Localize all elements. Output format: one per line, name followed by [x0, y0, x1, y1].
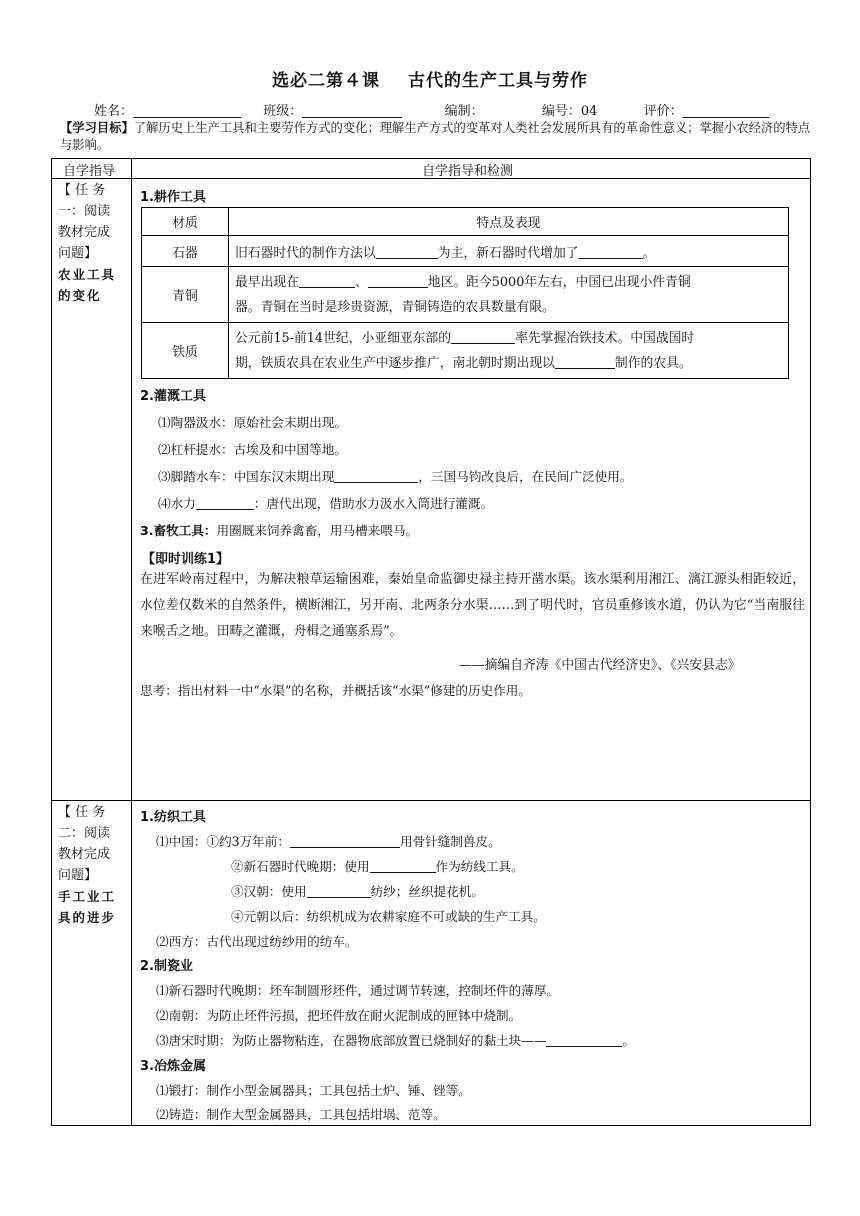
section-textile-tools: 1.纺织工具	[140, 810, 206, 825]
section-farming-tools: 1.耕作工具	[140, 190, 206, 205]
answer-blank[interactable]	[451, 330, 515, 344]
practice-question: 思考：指出材料一中“水渠”的名称，并概括该“水渠”修建的历史作用。	[140, 683, 531, 698]
answer-blank[interactable]	[546, 1033, 622, 1047]
answer-blank[interactable]	[299, 274, 355, 288]
table-row: 石器 旧石器时代的制作方法以 为主，新石器时代增加了 。	[142, 236, 789, 267]
practice-source: ——摘编自齐涛《中国古代经济史》、《兴安县志》	[459, 658, 741, 673]
column-divider	[131, 158, 132, 1126]
task1-side-label: 【 任 务 一：阅读 教材完成 问题】 农业工具 的变化	[58, 183, 117, 303]
answer-blank[interactable]	[334, 469, 418, 483]
column-header-check: 自学指导和检测	[422, 164, 514, 179]
evaluation-label: 评价：	[643, 104, 683, 119]
answer-blank[interactable]	[579, 245, 643, 259]
task2-side-label: 【 任 务 二：阅读 教材完成 问题】 手工业工 具的进步	[58, 805, 117, 925]
class-label: 班级：	[263, 104, 303, 119]
class-field[interactable]	[302, 103, 402, 118]
table-row: 青铜 最早出现在 、 地区。距今5000年左右，中国已出现小件青铜 器。青铜在当时是珍贵资源，青铜铸造的农具数量有限。	[142, 267, 789, 323]
column-header-guide: 自学指导	[63, 164, 116, 179]
textile-item: ⑵西方：古代出现过纺纱用的纺车。	[156, 934, 358, 949]
section-irrigation-tools: 2.灌溉工具	[140, 389, 206, 404]
answer-blank[interactable]	[555, 355, 615, 369]
student-info-row	[94, 100, 769, 119]
smelting-item: ⑵铸造：制作大型金属器具，工具包括坩埚、范等。	[156, 1107, 446, 1122]
textile-item: ④元朝以后：纺织机成为农耕家庭不可或缺的生产工具。	[231, 909, 546, 924]
table-header-row: 材质 特点及表现	[142, 208, 789, 236]
task-divider	[51, 800, 811, 801]
section-livestock-tools: 3.畜牧工具：用圈厩来饲养禽畜，用马槽来喂马。	[140, 523, 419, 538]
textile-item: ③汉朝：使用 纺纱；丝织提花机。	[231, 884, 484, 899]
irrigation-item: ⑷水力 ：唐代出现，借助水力汲水入筒进行灌溉。	[158, 496, 494, 511]
porcelain-item: ⑶唐宋时期：为防止器物粘连，在器物底部放置已烧制好的黏土块—— 。	[156, 1033, 635, 1048]
smelting-item: ⑴锻打：制作小型金属器具；工具包括土炉、锤、锉等。	[156, 1083, 471, 1098]
answer-blank[interactable]	[290, 834, 400, 848]
answer-blank[interactable]	[307, 884, 371, 898]
farming-tools-table	[141, 207, 789, 379]
porcelain-item: ⑴新石器时代晚期：坯车制圆形坯件，通过调节转速，控制坯件的薄厚。	[156, 983, 559, 998]
practice-material: 在进军岭南过程中，为解决粮草运输困难，秦始皇命监御史禄主持开凿水渠。该水渠利用湘江、漓江源头相距较近，水位差仅数米的自然条件，横断湘江，另开南、北两条分水渠……到了明代时，官员重修该水道，仍认为它“当南服往来喉舌之地。田畴之灌溉，舟楫之通塞系焉”。	[140, 572, 805, 639]
compiler-label: 编制：	[444, 104, 484, 119]
textile-item: ②新石器时代晚期：使用 作为纺线工具。	[231, 859, 524, 874]
irrigation-item: ⑶脚踏水车：中国东汉末期出现 ，三国马钧改良后，在民间广泛使用。	[158, 469, 633, 484]
answer-blank[interactable]	[196, 496, 254, 510]
answer-blank[interactable]	[368, 274, 428, 288]
page-title: 选必二第４课 古代的生产工具与劳作	[272, 71, 588, 91]
practice-label: 【即时训练1】	[142, 552, 230, 567]
name-label: 姓名：	[94, 104, 134, 119]
name-field[interactable]	[133, 103, 241, 118]
learning-goal: 【学习目标】了解历史上生产工具和主要劳作方式的变化；理解生产方式的变革对人类社会发展所具有的革命性意义；掌握小农经济的特点与影响。	[60, 121, 811, 152]
section-metal-smelting: 3.冶炼金属	[140, 1059, 206, 1074]
table-row: 铁质 公元前15-前14世纪，小亚细亚东部的 率先掌握冶铁技术。中国战国时 期，铁质农具在农业生产中逐步推广，南北朝时期出现以 制作的农具。	[142, 323, 789, 379]
section-porcelain: 2.制瓷业	[140, 959, 193, 974]
porcelain-item: ⑵南朝：为防止坯件污损，把坯件放在耐火泥制成的匣钵中烧制。	[156, 1008, 522, 1023]
irrigation-item: ⑵杠杆提水：古埃及和中国等地。	[158, 442, 347, 457]
answer-blank[interactable]	[370, 859, 436, 873]
number-label: 编号：04	[541, 104, 598, 119]
textile-item: ⑴中国：①约3万年前： 用骨针缝制兽皮。	[156, 834, 501, 849]
evaluation-field[interactable]	[683, 103, 769, 118]
answer-blank[interactable]	[376, 245, 438, 259]
irrigation-item: ⑴陶器汲水：原始社会末期出现。	[158, 415, 347, 430]
